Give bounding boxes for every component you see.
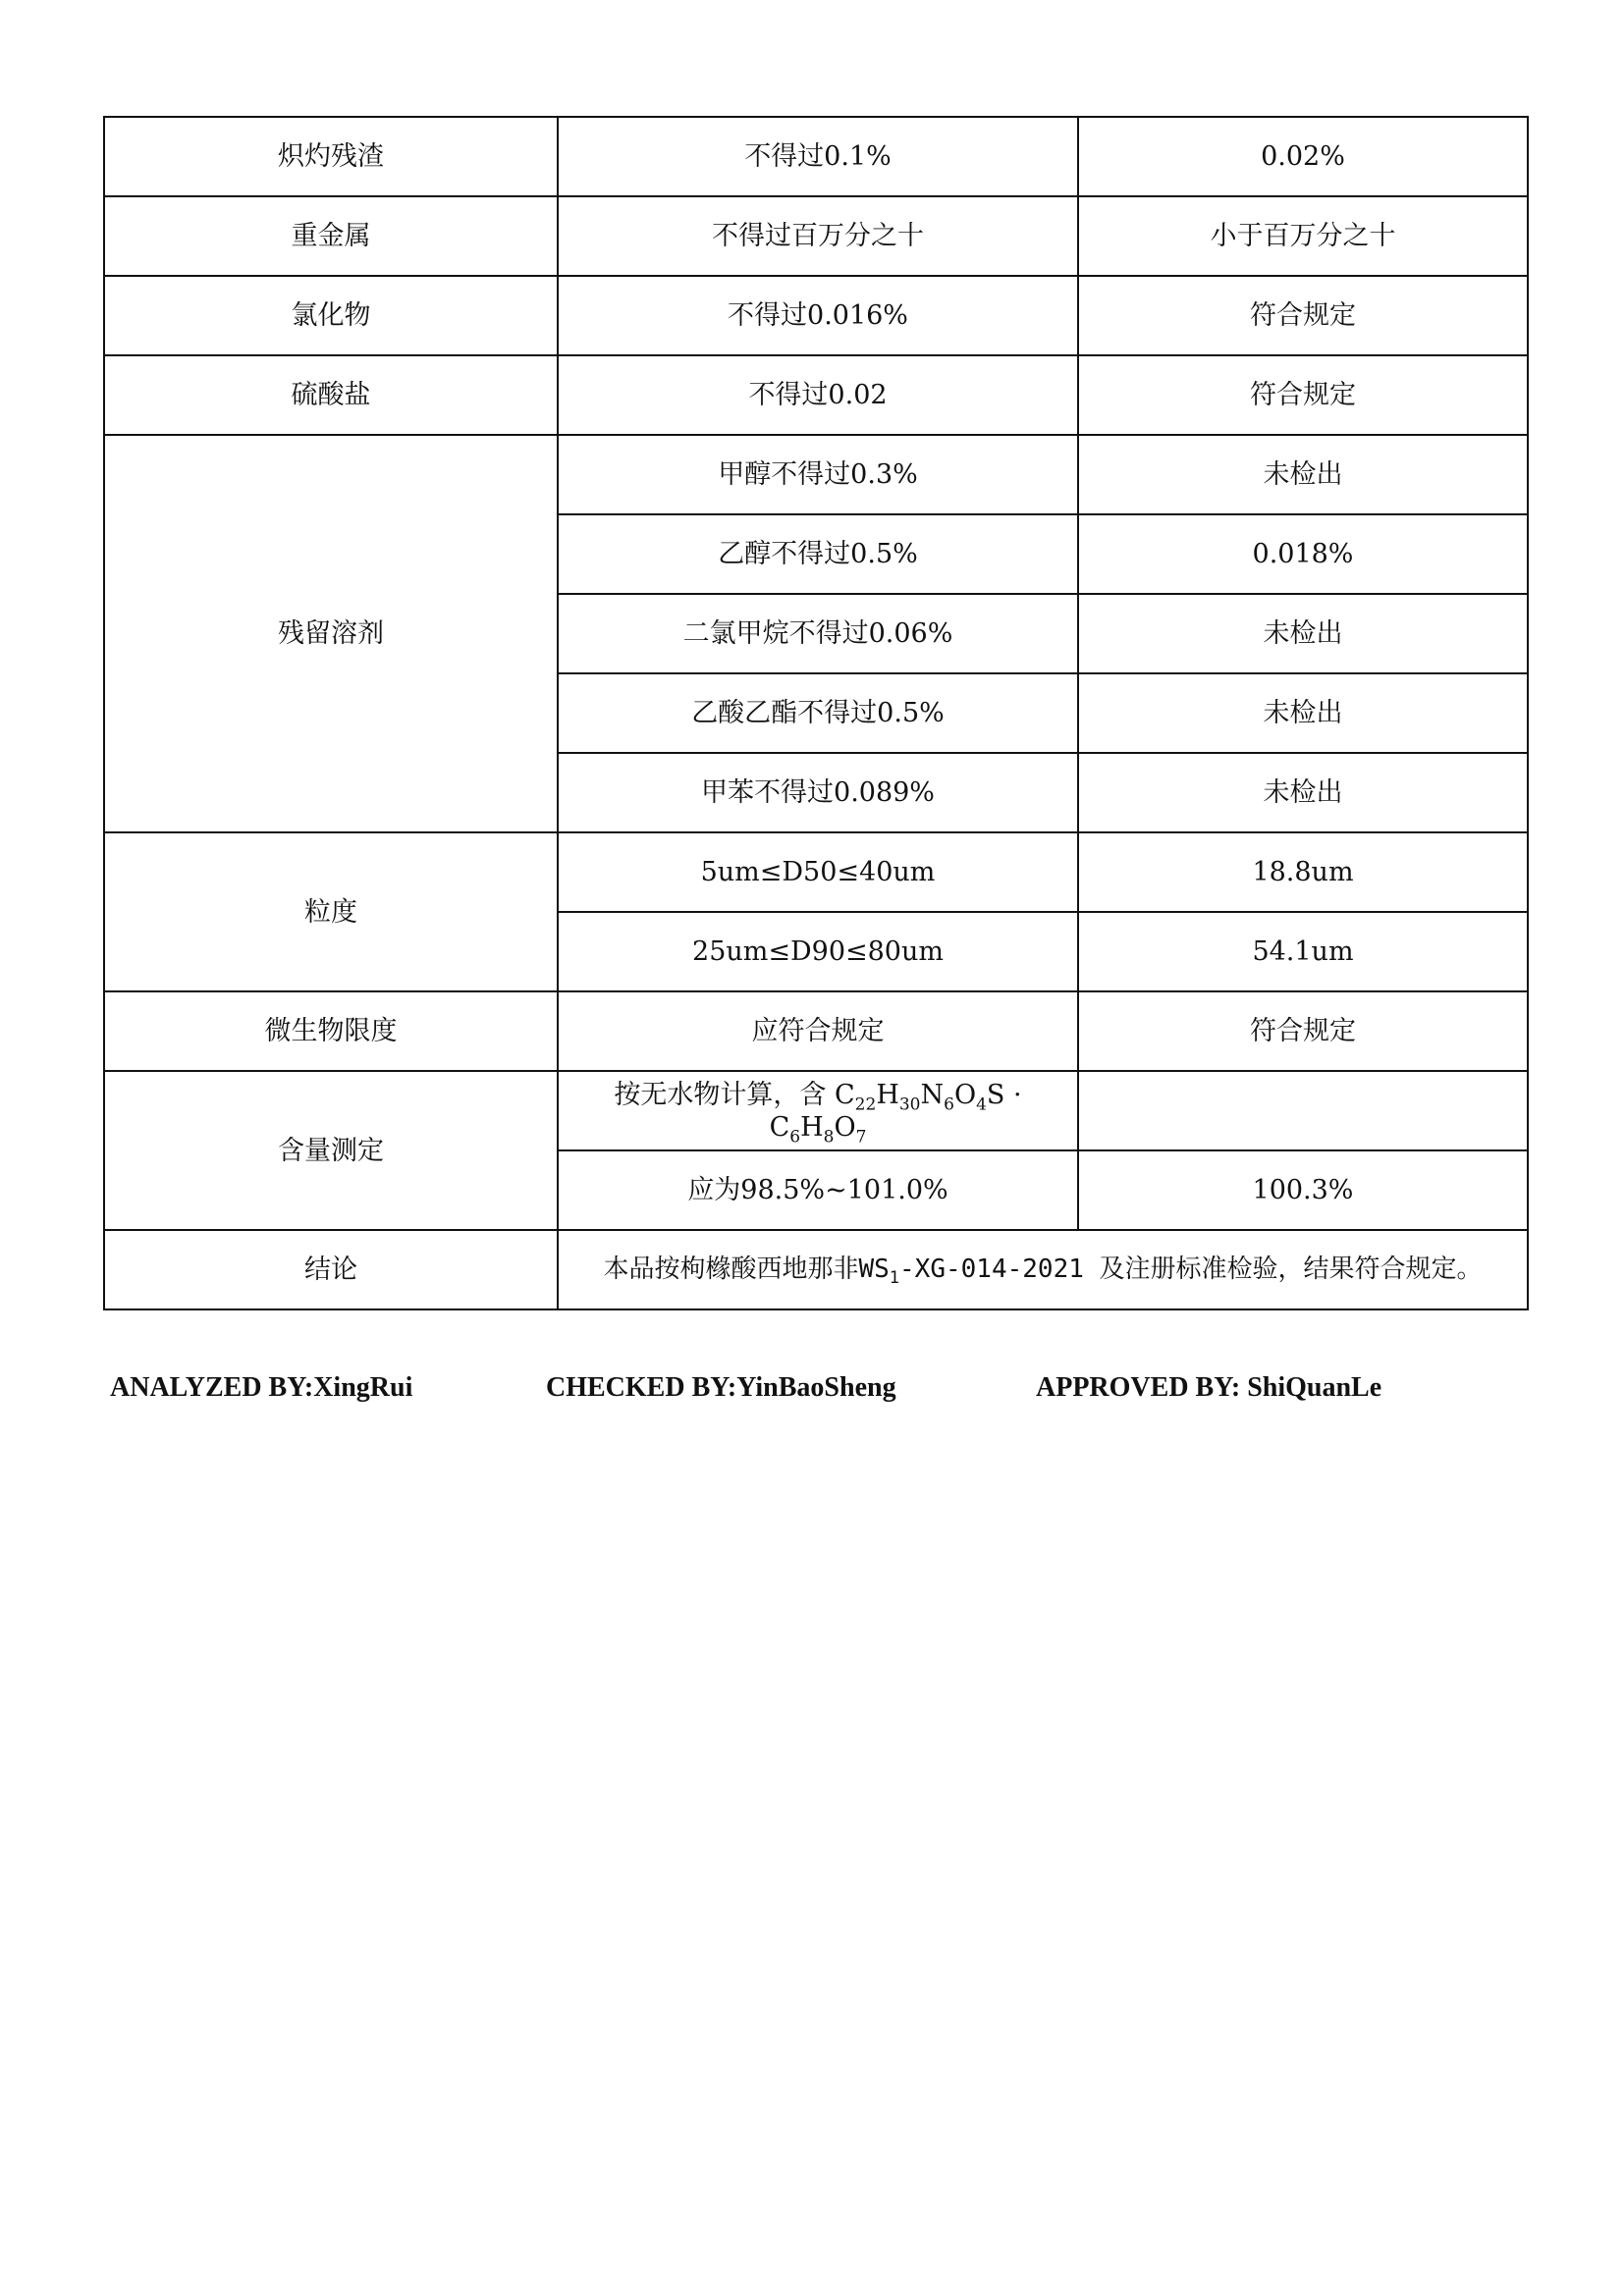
result-value: 18.8um <box>1078 832 1528 912</box>
standard-value: 乙酸乙酯不得过0.5% <box>558 673 1078 753</box>
table-row <box>104 196 1528 276</box>
result-value: 100.3% <box>1078 1150 1528 1230</box>
analyzed-by: ANALYZED BY:XingRui <box>110 1372 413 1403</box>
table-row <box>104 1230 1528 1309</box>
standard-value: 25um≤D90≤80um <box>558 912 1078 991</box>
table-row <box>104 117 1528 196</box>
result-value: 0.018% <box>1078 514 1528 594</box>
test-item: 残留溶剂 <box>104 435 558 832</box>
standard-value: 5um≤D50≤40um <box>558 832 1078 912</box>
test-item: 硫酸盐 <box>104 355 558 435</box>
table-row <box>104 435 1528 514</box>
approved-by: APPROVED BY: ShiQuanLe <box>1036 1372 1382 1403</box>
test-item: 含量测定 <box>104 1071 558 1230</box>
result-value: 符合规定 <box>1078 991 1528 1071</box>
result-value: 未检出 <box>1078 435 1528 514</box>
test-item: 结论 <box>104 1230 558 1309</box>
table-row <box>104 355 1528 435</box>
result-value: 小于百万分之十 <box>1078 196 1528 276</box>
result-value: 未检出 <box>1078 594 1528 673</box>
test-item: 粒度 <box>104 832 558 991</box>
result-value: 54.1um <box>1078 912 1528 991</box>
standard-value: 不得过0.016% <box>558 276 1078 355</box>
signature-line <box>110 1372 1534 1412</box>
standard-value: 不得过0.02 <box>558 355 1078 435</box>
assay-formula: 按无水物计算，含 $C_{22}H_{30}N_6O_4S$ · $C_6H_8O_7$ <box>558 1071 1078 1150</box>
table-row <box>104 991 1528 1071</box>
result-value: 未检出 <box>1078 673 1528 753</box>
table-row <box>104 276 1528 355</box>
result-value: 符合规定 <box>1078 276 1528 355</box>
test-results-table <box>103 116 1529 1310</box>
table-row <box>104 832 1528 912</box>
test-item: 炽灼残渣 <box>104 117 558 196</box>
conclusion-text: 本品按枸橼酸西地那非$WS_1-XG-014-2021$ 及注册标准检验，结果符合规定。 <box>558 1230 1528 1309</box>
standard-value: 应符合规定 <box>558 991 1078 1071</box>
standard-value: 乙醇不得过0.5% <box>558 514 1078 594</box>
standard-value: 甲醇不得过0.3% <box>558 435 1078 514</box>
result-value: 符合规定 <box>1078 355 1528 435</box>
result-value: 0.02% <box>1078 117 1528 196</box>
standard-value: 不得过百万分之十 <box>558 196 1078 276</box>
checked-by: CHECKED BY:YinBaoSheng <box>546 1372 896 1403</box>
standard-value: 二氯甲烷不得过0.06% <box>558 594 1078 673</box>
test-item: 微生物限度 <box>104 991 558 1071</box>
test-item: 氯化物 <box>104 276 558 355</box>
standard-value: 甲苯不得过0.089% <box>558 753 1078 832</box>
standard-value: 不得过0.1% <box>558 117 1078 196</box>
result-value: 未检出 <box>1078 753 1528 832</box>
test-item: 重金属 <box>104 196 558 276</box>
table-row <box>104 1071 1528 1150</box>
result-value <box>1078 1071 1528 1150</box>
standard-value: 应为98.5%~101.0% <box>558 1150 1078 1230</box>
